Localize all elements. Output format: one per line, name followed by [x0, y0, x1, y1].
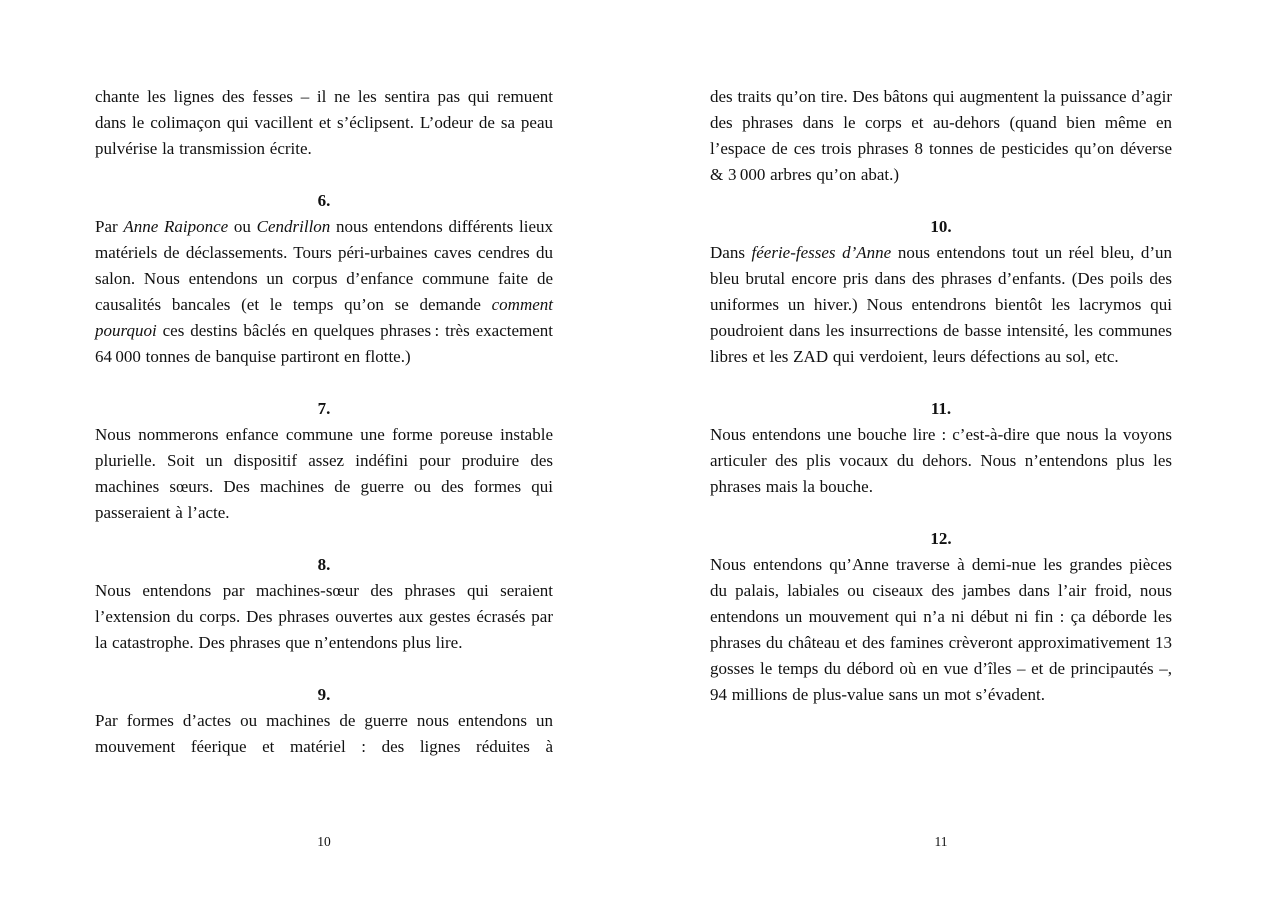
paragraph: Nous entendons par machines-sœur des phrases qui seraient l’extension du corps. Des phrases ouvertes aux gestes écrasés par la catastrophe. Des phrases que n’entendons plus lire.	[95, 581, 553, 652]
page-left-content	[95, 0, 553, 760]
text-section	[95, 682, 553, 760]
paragraph: chante les lignes des fesses – il ne les sentira pas qui remuent dans le colimaçon qui vacillent et s’éclipsent. L’odeur de sa peau pulvérise la transmission écrite.	[95, 87, 553, 158]
section-number: 11.	[930, 399, 952, 418]
page-number-left: 10	[317, 834, 331, 849]
paragraph: Nous entendons qu’Anne traverse à demi-nue les grandes pièces du palais, labiales ou ciseaux des jambes dans l’air froid, nous entendons un mouvement qui n’a ni début ni fin : ça déborde les phrases du château et des famines crèveront approximativement 13 gosses le temps du débord où en vue d’îles – et de principautés –, 94 millions de plus-value sans un mot s’évadent.	[710, 555, 1172, 704]
text-section	[710, 396, 1172, 500]
text-section	[710, 526, 1172, 708]
section-number: 6.	[317, 191, 331, 210]
page-right	[710, 0, 1172, 904]
text-section	[95, 396, 553, 526]
continuation-paragraph	[95, 84, 553, 162]
paragraph: Par formes d’actes ou machines de guerre nous entendons un mouvement féerique et matériel : des lignes réduites à	[95, 711, 553, 756]
paragraph: Nous nommerons enfance commune une forme poreuse instable plurielle. Soit un dispositif assez indéfini pour produire des machines sœurs. Des machines de guerre ou des formes qui passeraient à l’acte.	[95, 425, 553, 522]
section-number: 12.	[930, 529, 952, 548]
page-left	[95, 0, 553, 904]
text-section	[95, 188, 553, 370]
continuation-paragraph	[710, 84, 1172, 188]
page-right-content	[710, 0, 1172, 708]
text-section	[710, 214, 1172, 370]
page-number-right: 11	[934, 834, 948, 849]
paragraph: Dans féerie-fesses d’Anne nous entendons tout un réel bleu, d’un bleu brutal encore pris dans des phrases d’enfants. (Des poils des uniformes un hiver.) Nous entendrons bientôt les lacrymos qui poudroient dans les insurrections de basse intensité, les communes libres et les ZAD qui verdoient, leurs défections au sol, etc.	[710, 243, 1172, 366]
paragraph: Par Anne Raiponce ou Cendrillon nous entendons différents lieux matériels de déclassements. Tours péri-urbaines caves cendres du salon. Nous entendons un corpus d’enfance commune faite de causalités bancales (et le temps qu’on se demande comment pourquoi ces destins bâclés en quelques phrases : très exactement 64 000 tonnes de banquise partiront en flotte.)	[95, 217, 553, 366]
text-section	[95, 552, 553, 656]
section-number: 9.	[317, 685, 331, 704]
paragraph: Nous entendons une bouche lire : c’est-à-dire que nous la voyons articuler des plis vocaux du dehors. Nous n’entendons plus les phrases mais la bouche.	[710, 425, 1172, 496]
section-number: 8.	[317, 555, 331, 574]
section-number: 7.	[317, 399, 331, 418]
section-number: 10.	[930, 217, 952, 236]
paragraph: des traits qu’on tire. Des bâtons qui augmentent la puissance d’agir des phrases dans le corps et au-dehors (quand bien même en l’espace de ces trois phrases 8 tonnes de pesticides qu’on déverse & 3 000 arbres qu’on abat.)	[710, 87, 1172, 184]
